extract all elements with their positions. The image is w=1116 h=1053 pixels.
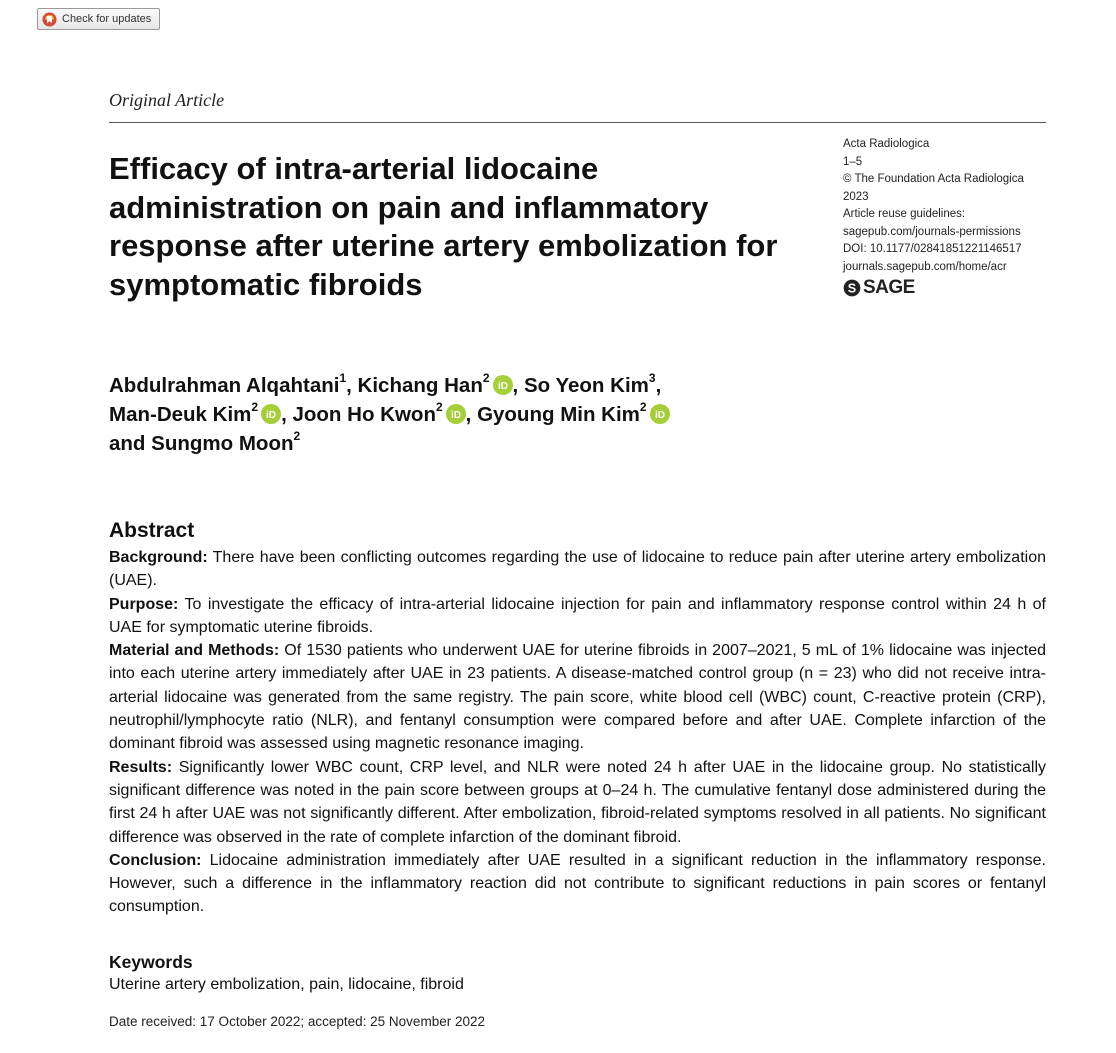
doi[interactable]: DOI: 10.1177/02841851221146517: [843, 243, 1022, 255]
abstract-background: Background: There have been conflicting outcomes regarding the use of lidocaine to reduce pain after uterine artery embolization (UAE).: [109, 549, 1046, 590]
svg-text:iD: iD: [654, 410, 665, 421]
orcid-icon[interactable]: [650, 404, 670, 424]
svg-text:S: S: [847, 281, 857, 296]
keywords-heading: Keywords: [109, 952, 193, 972]
author: Man-Deuk Kim$^2$ iD: [109, 403, 281, 426]
abstract-purpose: Purpose: To investigate the efficacy of intra-arterial lidocaine injection for pain and inflammatory response control within 24 h of UAE for symptomatic uterine fibroids.: [109, 595, 1046, 636]
check-for-updates-button[interactable]: [37, 8, 160, 30]
reuse-guidelines-label: Article reuse guidelines:: [843, 208, 966, 220]
year: 2023: [843, 190, 869, 203]
svg-text:iD: iD: [266, 410, 277, 421]
journal-name: Acta Radiologica: [843, 138, 930, 150]
journal-url[interactable]: journals.sagepub.com/home/acr: [843, 260, 1007, 273]
author: So Yeon Kim$^3$: [523, 371, 656, 397]
reuse-guidelines-link[interactable]: sagepub.com/journals-permissions: [843, 225, 1021, 238]
header-rule: [109, 122, 1046, 123]
keywords-list: Uterine artery embolization, pain, lidocaine, fibroid: [109, 976, 464, 993]
svg-text:iD: iD: [450, 410, 461, 421]
abstract-results: Results: Significantly lower WBC count, CRP level, and NLR were noted 24 h after UAE in the lidocaine group. No statistically significant difference was noted in the pain score between groups at 0–24 h. The cumulative fentanyl dose administered during the first 24 h after UAE was not significantly different. After embolization, fibroid-related symptoms resolved in all patients. No significant difference was observed in the rate of complete infarction of the dominant fibroid.: [109, 758, 1046, 846]
date-received: Date received: 17 October 2022; accepted: 25 November 2022: [109, 1014, 485, 1029]
article-type: Original Article: [109, 90, 225, 110]
author: Joon Ho Kwon$^2$ iD: [292, 403, 465, 426]
journal-meta: [843, 136, 1058, 297]
orcid-icon[interactable]: [446, 404, 466, 424]
check-for-updates-label: Check for updates: [62, 13, 152, 25]
orcid-icon[interactable]: [261, 404, 281, 424]
page-range: 1–5: [843, 155, 863, 168]
author: Kichang Han$^2$ iD: [358, 374, 513, 397]
author-list: Abdulrahman Alqahtani$^1$, Kichang Han$^2$ iD , So Yeon Kim$^3$, Man-Deuk Kim$^2$ iD , Joon Ho Kwon$^2$ iD , Gyoung Min Kim$^2$ iD and Sungmo Moon$^2$: [109, 371, 869, 458]
crossmark-icon: [42, 12, 57, 27]
sage-logo-icon: [843, 279, 861, 297]
abstract-methods: Material and Methods: Of 1530 patients who underwent UAE for uterine fibroids in 2007–2021, 5 mL of 1% lidocaine was injected into each uterine artery immediately after UAE in 23 patients. A disease-matched control group (n = 23) who did not receive intra-arterial lidocaine was generated from the same registry. The pain score, white blood cell (WBC) count, C-reactive protein (CRP), neutrophil/lymphocyte ratio (NLR), and fentanyl consumption were compared before and after UAE. Complete infarction of the dominant fibroid was assessed using magnetic resonance imaging.: [109, 642, 1047, 753]
author: Abdulrahman Alqahtani$^1$: [109, 371, 347, 397]
publisher-logo: [843, 279, 1058, 297]
copyright: © The Foundation Acta Radiologica: [843, 173, 1024, 185]
publisher-name: SAGE: [863, 277, 915, 299]
author: and Sungmo Moon$^2$: [109, 429, 301, 455]
abstract-conclusion: Conclusion: Lidocaine administration immediately after UAE resulted in a significant reduction in the inflammatory response. However, such a difference in the inflammatory reaction did not contribute to significant reductions in pain scores or fentanyl consumption.: [109, 851, 1046, 916]
abstract-body: [109, 546, 1046, 919]
abstract-heading: Abstract: [109, 519, 195, 542]
article-title: Efficacy of intra-arterial lidocaine administration on pain and inflammatory response after uterine artery embolization for symptomatic fibroids: [109, 151, 778, 302]
orcid-icon[interactable]: [493, 375, 513, 395]
svg-text:iD: iD: [497, 381, 508, 392]
author: Gyoung Min Kim$^2$ iD: [477, 403, 670, 426]
